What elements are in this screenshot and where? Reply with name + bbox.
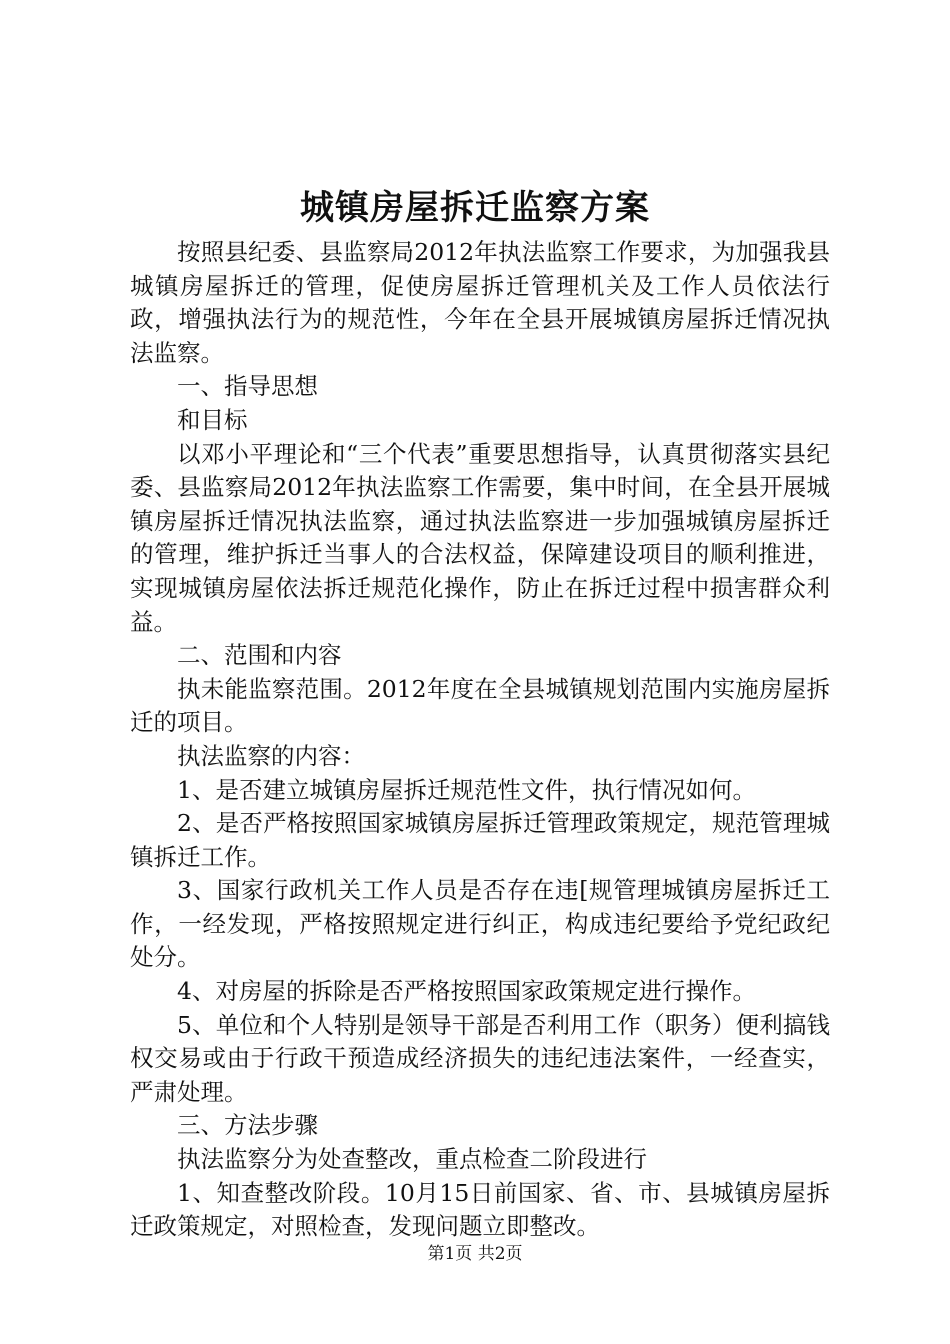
section-heading-guiding-ideology: 一、指导思想 <box>177 372 318 401</box>
document-body <box>130 236 830 1244</box>
methods-intro-paragraph: 执法监察分为处查整改，重点检查二阶段进行 <box>177 1145 647 1174</box>
guiding-ideology-paragraph: 以邓小平理论和“三个代表”重要思想指导，认真贯彻落实县纪委、县监察局2012年执法监察工作需要，集中时间，在全县开展城镇房屋拆迁情况执法监察，通过执法监察进一步加强城镇房屋拆迁的管理，维护拆迁当事人的合法权益，保障建设项目的顺利推进，实现城镇房屋依法拆迁规范化操作，防止在拆迁过程中损害群众利益。 <box>130 439 830 636</box>
content-item-3: 3、国家行政机关工作人员是否存在违[规管理城镇房屋拆迁工作，一经发现，严格按照规定进行纠正，构成违纪要给予党纪政纪处分。 <box>130 876 830 972</box>
content-item-4: 4、对房屋的拆除是否严格按照国家政策规定进行操作。 <box>177 977 756 1006</box>
section-heading-methods: 三、方法步骤 <box>177 1111 318 1140</box>
content-heading: 执法监察的内容： <box>177 741 365 770</box>
intro-paragraph: 按照县纪委、县监察局2012年执法监察工作要求，为加强我县城镇房屋拆迁的管理，促使房屋拆迁管理机关及工作人员依法行政，增强执法行为的规范性，今年在全县开展城镇房屋拆迁情况执法监察。 <box>130 238 830 367</box>
section-heading-goals: 和目标 <box>177 405 248 434</box>
scope-paragraph: 执未能监察范围。2012年度在全县城镇规划范围内实施房屋拆迁的项目。 <box>130 674 830 737</box>
section-heading-scope: 二、范围和内容 <box>177 641 342 670</box>
content-item-5: 5、单位和个人特别是领导干部是否利用工作（职务）便利搞钱权交易或由于行政干预造成经济损失的违纪违法案件，一经查实，严肃处理。 <box>130 1010 830 1106</box>
content-item-1: 1、是否建立城镇房屋拆迁规范性文件，执行情况如何。 <box>177 775 756 804</box>
page-footer: 第1页 共2页 <box>427 1244 523 1264</box>
document-title: 城镇房屋拆迁监察方案 <box>300 188 650 228</box>
methods-step-1: 1、知查整改阶段。10月15日前国家、省、市、县城镇房屋拆迁政策规定，对照检查，发现问题立即整改。 <box>130 1178 830 1241</box>
content-item-2: 2、是否严格按照国家城镇房屋拆迁管理政策规定，规范管理城镇拆迁工作。 <box>130 809 830 871</box>
